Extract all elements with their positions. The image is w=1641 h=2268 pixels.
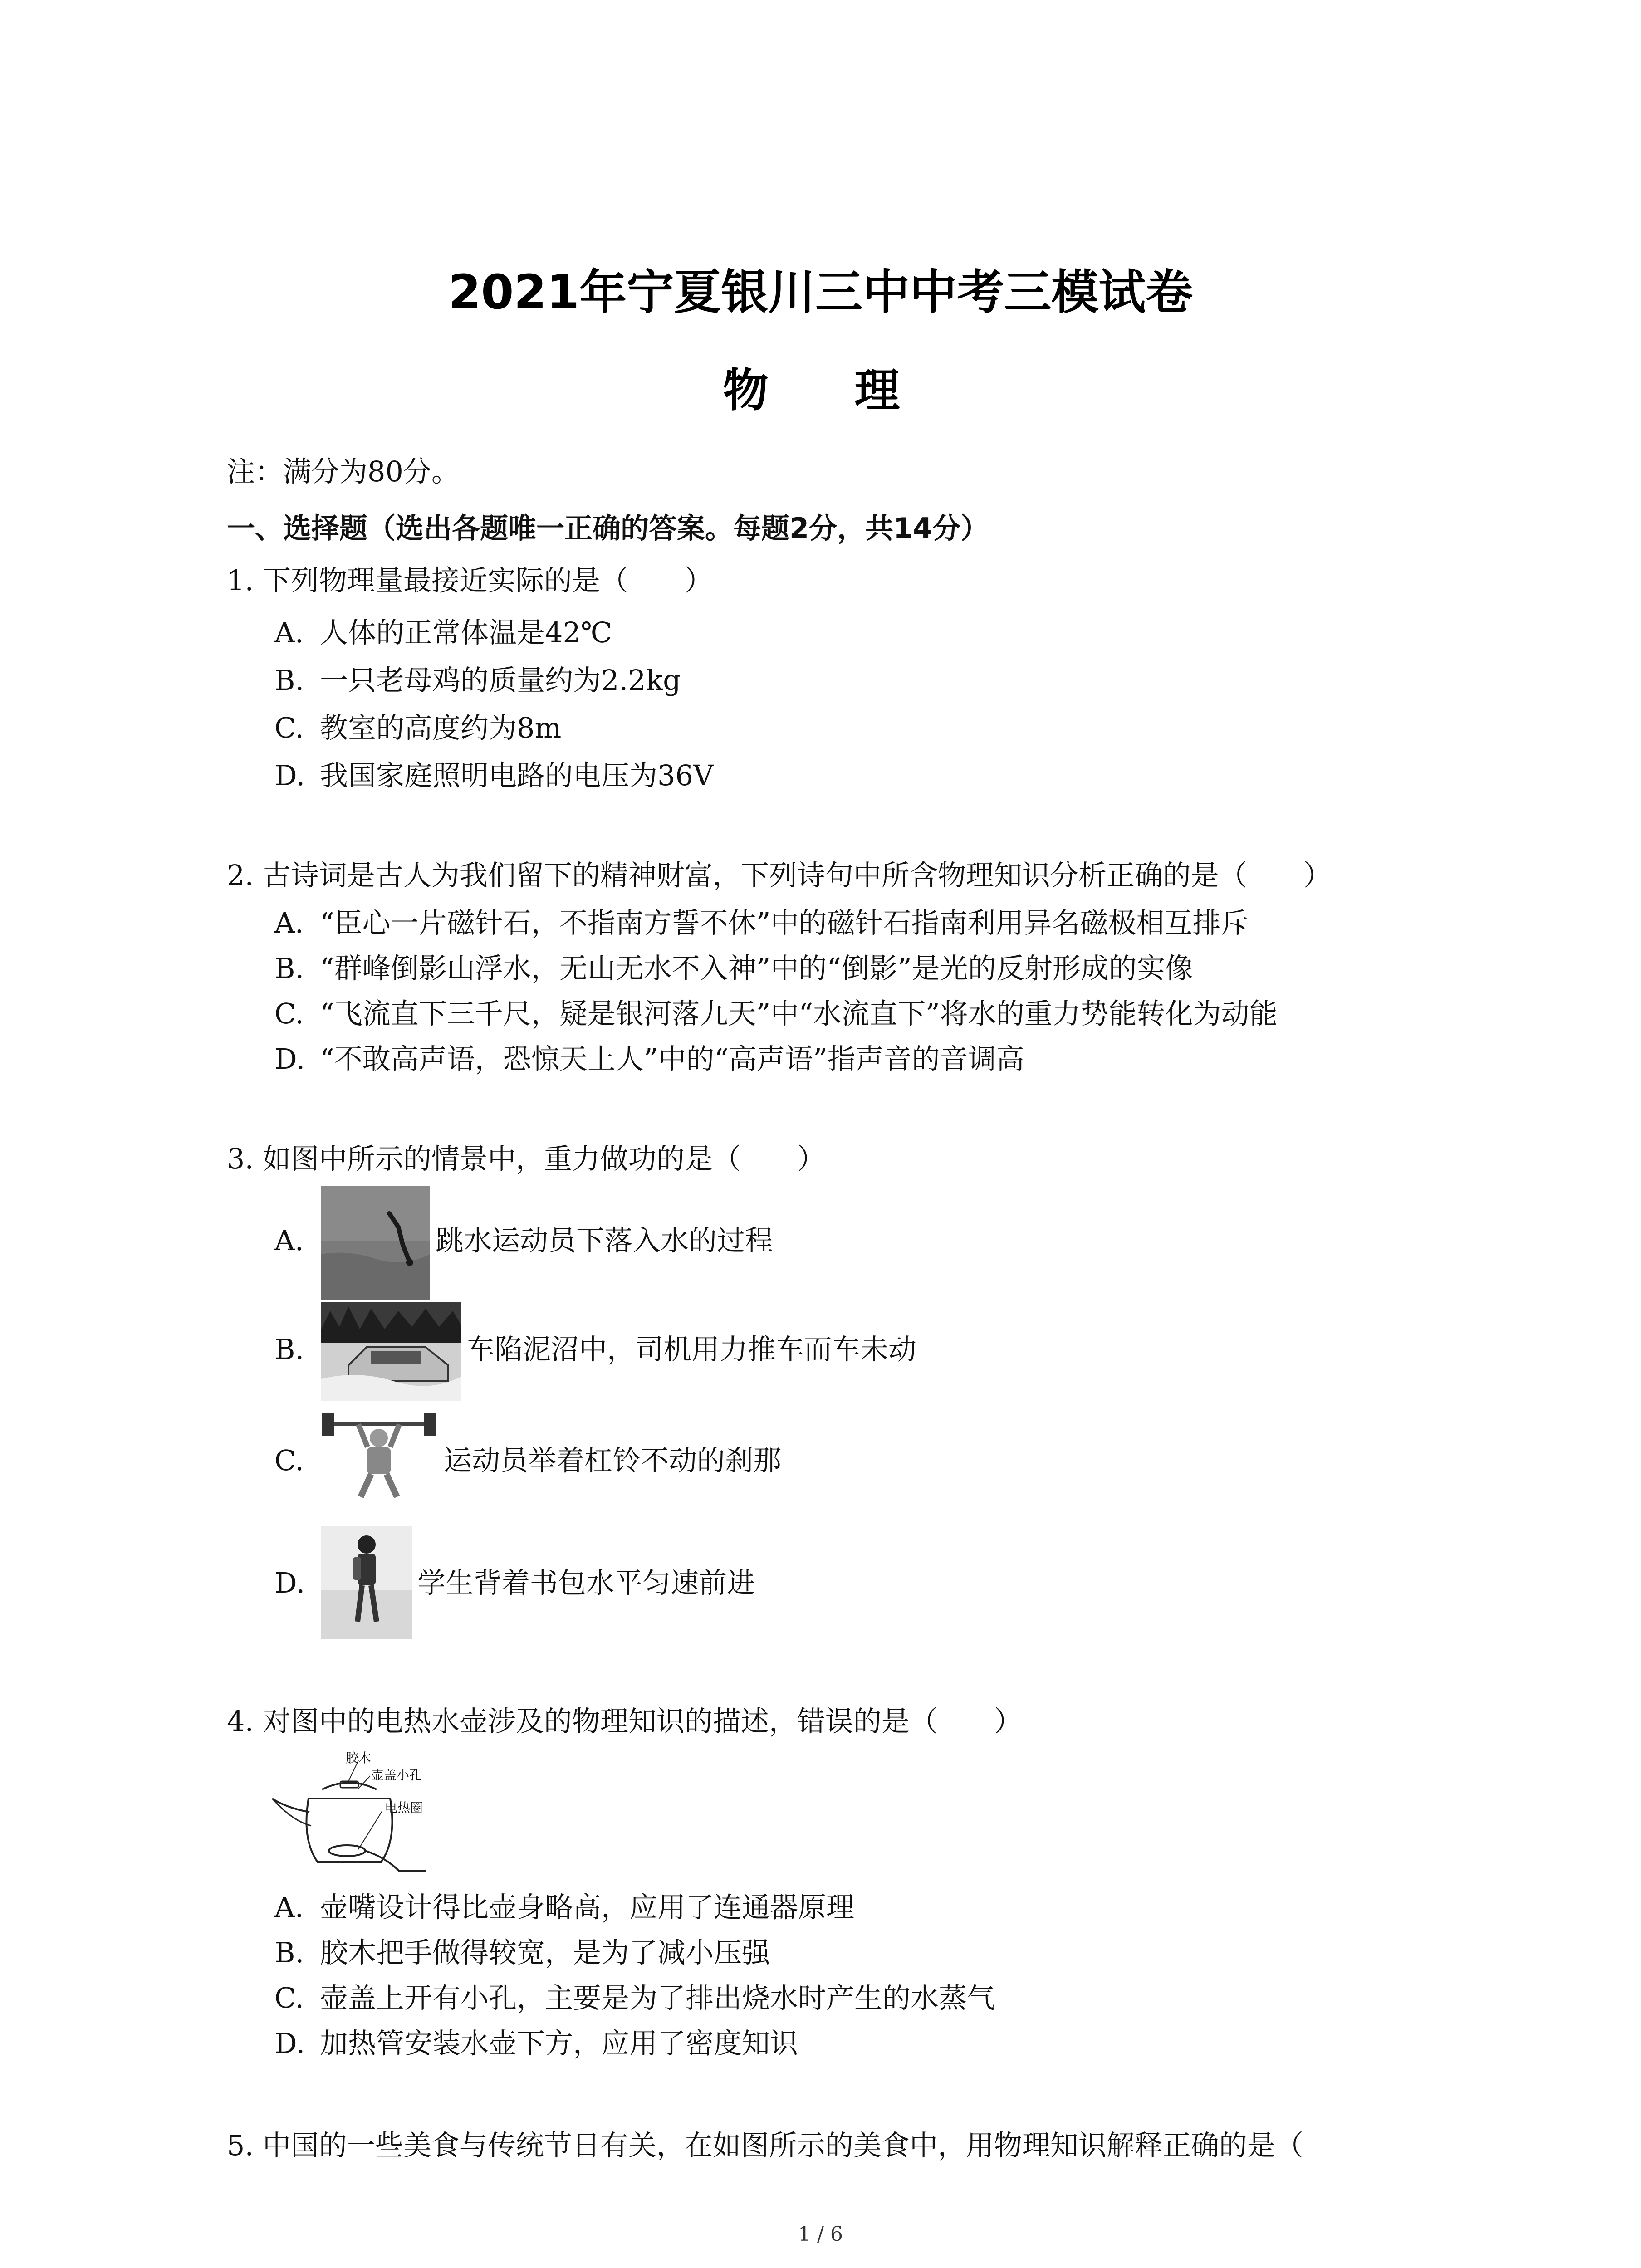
subject-title: 物 理 [723, 364, 918, 417]
option-label: A. [274, 1891, 304, 1924]
weightlifter-image [318, 1406, 440, 1501]
option-label: C. [274, 1981, 304, 2014]
question-1-option-d[interactable] [274, 758, 714, 794]
question-3-option-d-text: 学生背着书包水平匀速前进 [417, 1566, 755, 1599]
question-2-option-b[interactable] [274, 950, 1193, 987]
option-label: B. [274, 952, 304, 985]
question-2-option-a[interactable] [274, 905, 1249, 941]
question-3-option-a-label[interactable]: A. [274, 1224, 304, 1257]
question-4-option-d[interactable] [274, 2025, 798, 2062]
option-text: 壶盖上开有小孔，主要是为了排出烧水时产生的水蒸气 [320, 1981, 995, 2014]
question-1-stem: 1. 下列物理量最接近实际的是（ ） [227, 564, 713, 597]
kettle-label-lid-hole: 壶盖小孔 [371, 1768, 422, 1783]
kettle-label-bakelite: 胶木 [346, 1750, 372, 1765]
question-3-option-c-text: 运动员举着杠铃不动的刹那 [444, 1444, 782, 1477]
question-3-option-b-label[interactable]: B. [274, 1333, 304, 1366]
option-label: C. [274, 997, 304, 1030]
option-text: “飞流直下三千尺，疑是银河落九天”中“水流直下”将水的重力势能转化为动能 [320, 997, 1278, 1030]
question-1-option-b[interactable] [274, 662, 681, 699]
option-text: “群峰倒影山浮水，无山无水不入神”中的“倒影”是光的反射形成的实像 [320, 952, 1193, 985]
option-text: 教室的高度约为8m [320, 711, 562, 744]
question-4-option-b[interactable] [274, 1935, 770, 1971]
option-text: 一只老母鸡的质量约为2.2kg [320, 664, 681, 697]
exam-title: 2021年宁夏银川三中中考三模试卷 [448, 264, 1193, 320]
question-2-option-c[interactable] [274, 996, 1278, 1032]
option-text: “臣心一片磁针石，不指南方誓不休”中的磁针石指南利用异名磁极相互排斥 [320, 906, 1249, 939]
question-3-option-c-label[interactable]: C. [274, 1444, 304, 1477]
question-5-stem: 5. 中国的一些美食与传统节日有关，在如图所示的美食中，用物理知识解释正确的是（ [227, 2129, 1303, 2162]
score-note: 注：满分为80分。 [227, 455, 460, 488]
option-label: D. [274, 1042, 305, 1075]
option-text: “不敢高声语，恐惊天上人”中的“高声语”指声音的音调高 [320, 1042, 1024, 1075]
option-label: D. [274, 2027, 305, 2060]
question-1-option-a[interactable] [274, 615, 612, 651]
option-label: A. [274, 906, 304, 939]
question-1-option-c[interactable] [274, 710, 561, 746]
question-3-stem: 3. 如图中所示的情景中，重力做功的是（ ） [227, 1142, 825, 1175]
option-label: D. [274, 759, 305, 792]
student-walking-photo [321, 1526, 412, 1639]
question-3-option-a-text: 跳水运动员下落入水的过程 [436, 1224, 774, 1257]
question-2-option-d[interactable] [274, 1041, 1024, 1077]
kettle-label-heating-coil: 电热圈 [385, 1800, 423, 1815]
option-text: 人体的正常体温是42℃ [320, 616, 612, 649]
option-label: B. [274, 1936, 304, 1969]
question-3-option-b-text: 车陷泥沼中，司机用力推车而车未动 [466, 1333, 917, 1366]
question-3-option-d-label[interactable]: D. [274, 1566, 305, 1599]
page-number: 1 / 6 [798, 2223, 843, 2246]
electric-kettle-diagram [268, 1749, 458, 1880]
option-label: B. [274, 664, 304, 697]
option-text: 我国家庭照明电路的电压为36V [320, 759, 714, 792]
car-in-mud-photo [321, 1302, 461, 1401]
section-heading: 一、选择题（选出各题唯一正确的答案。每题2分，共14分） [227, 512, 989, 545]
diver-photo [321, 1186, 430, 1300]
question-4-option-c[interactable] [274, 1980, 995, 2016]
question-4-option-a[interactable] [274, 1889, 854, 1926]
question-4-stem: 4. 对图中的电热水壶涉及的物理知识的描述，错误的是（ ） [227, 1705, 1022, 1738]
option-text: 胶木把手做得较宽，是为了减小压强 [320, 1936, 770, 1969]
question-2-stem: 2. 古诗词是古人为我们留下的精神财富，下列诗句中所含物理知识分析正确的是（ ） [227, 859, 1332, 892]
option-text: 加热管安装水壶下方，应用了密度知识 [320, 2027, 798, 2060]
option-label: C. [274, 711, 304, 744]
option-label: A. [274, 616, 304, 649]
option-text: 壶嘴设计得比壶身略高，应用了连通器原理 [320, 1891, 855, 1924]
